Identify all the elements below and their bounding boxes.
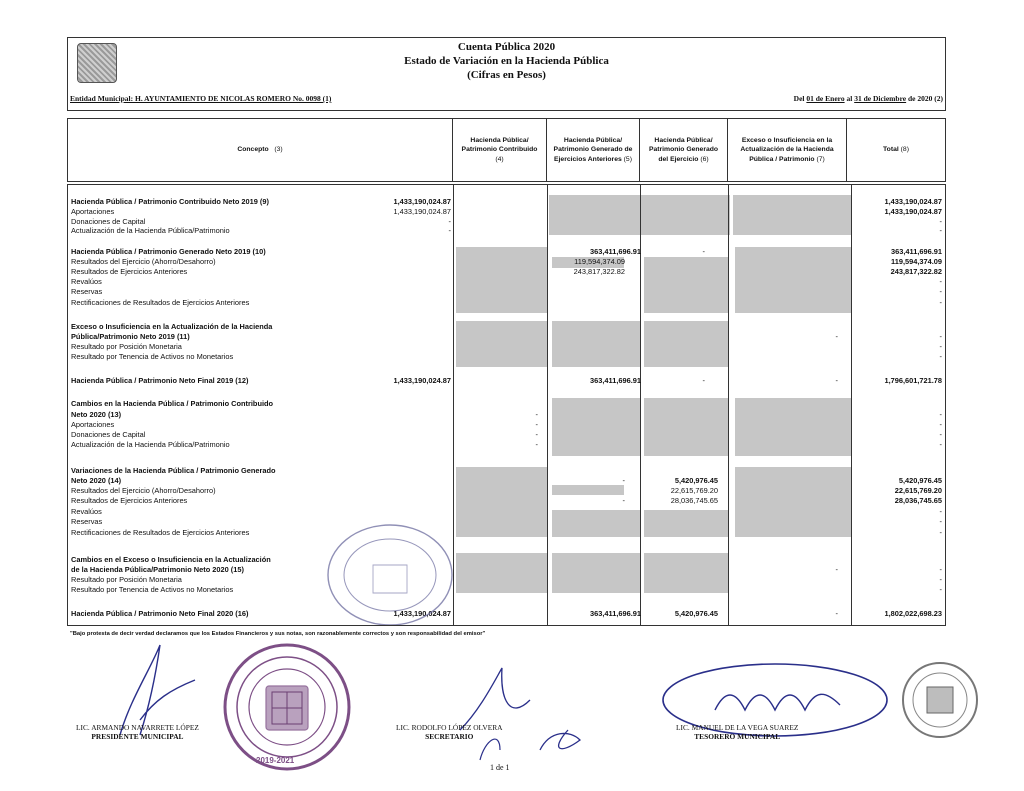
document-header	[67, 37, 946, 111]
header-generado-ejercicio: Hacienda Pública/ Patrimonio Generado del Ejercicio (6)	[640, 119, 728, 181]
header-exceso-insuficiencia: Exceso o Insuficiencia en la Actualización de la Hacienda Pública / Patrimonio (7)	[728, 119, 847, 181]
cell-total: -	[939, 420, 942, 429]
signer-1: LIC. ARMANDO NAVARRETE LÓPEZ PRESIDENTE MUNICIPAL	[76, 723, 199, 742]
cell-contribuido: 1,433,190,024.87	[393, 197, 451, 206]
cell-total: -	[939, 410, 942, 419]
row-label: Resultados de Ejercicios Anteriores	[71, 496, 188, 505]
cell-generado-ejercicio: 28,036,745.65	[670, 496, 718, 505]
cell-total: 28,036,745.65	[894, 496, 942, 505]
cell-total: -	[939, 332, 942, 341]
cell-total: 243,817,322.82	[890, 267, 942, 276]
cell-total: 363,411,696.91	[891, 247, 942, 256]
cell-contribuido: -	[535, 430, 538, 439]
row-label: Exceso o Insuficiencia en la Actualización de la Hacienda	[71, 322, 273, 331]
disclaimer-note: "Bajo protesta de decir verdad declaramos que los Estados Financieros y sus notas, son razonablemente correctos y son responsabilidad del emisor"	[70, 631, 486, 637]
cell-total: -	[939, 507, 942, 516]
cell-total: 5,420,976.45	[898, 476, 942, 485]
cell-generado-ejercicio: -	[702, 247, 705, 256]
header-concepto: Concepto (3)	[68, 119, 453, 181]
cell-generado-anteriores: 363,411,696.91	[590, 247, 641, 256]
row-label: Actualización de la Hacienda Pública/Patrimonio	[71, 226, 230, 235]
cell-total: -	[939, 287, 942, 296]
cell-generado-anteriores: -	[622, 476, 625, 485]
row-label: Reservas	[71, 517, 103, 526]
cell-generado-anteriores: 363,411,696.91	[590, 609, 641, 618]
cell-total: 1,802,022,698.23	[884, 609, 942, 618]
cell-generado-ejercicio: 22,615,769.20	[670, 486, 718, 495]
cell-total: -	[939, 352, 942, 361]
cell-total: -	[939, 575, 942, 584]
statement-table	[67, 184, 946, 626]
cell-total: -	[939, 226, 942, 235]
cell-generado-anteriores: 243,817,322.82	[573, 267, 625, 276]
row-label: Resultados de Ejercicios Anteriores	[71, 267, 188, 276]
cell-total: -	[939, 342, 942, 351]
row-label: Aportaciones	[71, 207, 115, 216]
cell-total: 1,796,601,721.78	[884, 376, 942, 385]
row-label: Resultados del Ejercicio (Ahorro/Desahorro)	[71, 257, 216, 266]
cell-total: -	[939, 565, 942, 574]
cell-total: -	[939, 217, 942, 226]
cell-total: -	[939, 440, 942, 449]
row-label: Resultado por Tenencia de Activos no Monetarios	[71, 585, 234, 594]
row-label: Revalúos	[71, 507, 102, 516]
cell-total: -	[939, 528, 942, 537]
seal-years: 2019-2021	[256, 756, 295, 765]
header-total: Total (8)	[883, 146, 909, 154]
row-label: Pública/Patrimonio Neto 2019 (11)	[71, 332, 190, 341]
row-label: Resultado por Tenencia de Activos no Monetarios	[71, 352, 234, 361]
cell-contribuido: -	[535, 420, 538, 429]
signer-2: LIC. RODOLFO LÓPEZ OLVERA SECRETARIO	[396, 723, 503, 742]
tesoreria-seal-icon	[900, 655, 980, 745]
row-label: Cambios en el Exceso o Insuficiencia en la Actualización	[71, 555, 271, 564]
row-label: Hacienda Pública / Patrimonio Neto Final 2019 (12)	[71, 376, 249, 385]
secretaria-seal-icon	[318, 515, 458, 625]
row-label: Hacienda Pública / Patrimonio Neto Final 2020 (16)	[71, 609, 249, 618]
row-label: Neto 2020 (13)	[71, 410, 122, 419]
cell-exceso: -	[835, 332, 838, 341]
cell-exceso: -	[835, 565, 838, 574]
row-label: Donaciones de Capital	[71, 217, 146, 226]
row-label: Rectificaciones de Resultados de Ejercicios Anteriores	[71, 298, 250, 307]
signature-scribble-icon	[440, 660, 600, 770]
cell-contribuido: 1,433,190,024.87	[393, 609, 451, 618]
cell-total: 22,615,769.20	[894, 486, 942, 495]
cell-generado-ejercicio: 5,420,976.45	[674, 476, 718, 485]
row-label: Resultado por Posición Monetaria	[71, 575, 182, 584]
cell-generado-ejercicio: -	[702, 376, 705, 385]
cell-generado-ejercicio: 5,420,976.45	[674, 609, 718, 618]
row-label: Rectificaciones de Resultados de Ejercicios Anteriores	[71, 528, 250, 537]
cell-contribuido: -	[448, 226, 451, 235]
report-title: Cuenta Pública 2020	[457, 41, 556, 53]
row-label: Resultado por Posición Monetaria	[71, 342, 182, 351]
row-label: Reservas	[71, 287, 103, 296]
report-units: (Cifras en Pesos)	[467, 69, 546, 81]
row-label: Variaciones de la Hacienda Pública / Patrimonio Generado	[71, 466, 276, 475]
cell-contribuido: 1,433,190,024.87	[393, 376, 451, 385]
cell-generado-anteriores: 119,594,374.09	[574, 257, 625, 266]
row-label: Neto 2020 (14)	[71, 476, 122, 485]
presidencia-seal-icon	[222, 640, 352, 774]
row-label: Donaciones de Capital	[71, 430, 146, 439]
report-period: Del 01 de Enero al 31 de Diciembre de 2020 (2)	[793, 94, 943, 103]
cell-total: 1,433,190,024.87	[884, 197, 942, 206]
cell-total: -	[939, 517, 942, 526]
row-label: Revalúos	[71, 277, 102, 286]
signer-3: LIC. MANUEL DE LA VEGA SUAREZ TESORERO MUNICIPAL	[676, 723, 799, 742]
cell-contribuido: -	[535, 410, 538, 419]
column-headers	[67, 118, 946, 182]
cell-total: -	[939, 430, 942, 439]
report-subtitle: Estado de Variación en la Hacienda Pública	[404, 55, 609, 67]
entity-name: Entidad Municipal: H. AYUNTAMIENTO DE NICOLAS ROMERO No. 0098 (1)	[70, 94, 332, 103]
row-label: Aportaciones	[71, 420, 115, 429]
cell-contribuido: 1,433,190,024.87	[393, 207, 451, 216]
cell-total: -	[939, 585, 942, 594]
row-label: Actualización de la Hacienda Pública/Patrimonio	[71, 440, 230, 449]
cell-total: -	[939, 277, 942, 286]
cell-total: 119,594,374.09	[891, 257, 942, 266]
row-label: Hacienda Pública / Patrimonio Contribuido Neto 2019 (9)	[71, 197, 269, 206]
cell-exceso: -	[835, 376, 838, 385]
row-label: Cambios en la Hacienda Pública / Patrimonio Contribuido	[71, 399, 274, 408]
page-number: 1 de 1	[490, 763, 510, 772]
cell-total: -	[939, 298, 942, 307]
row-label: Hacienda Pública / Patrimonio Generado Neto 2019 (10)	[71, 247, 266, 256]
cell-generado-anteriores: 363,411,696.91	[590, 376, 641, 385]
row-label: Resultados del Ejercicio (Ahorro/Desahorro)	[71, 486, 216, 495]
cell-exceso: -	[835, 609, 838, 618]
cell-contribuido: -	[535, 440, 538, 449]
row-label: de la Hacienda Pública/Patrimonio Neto 2020 (15)	[71, 565, 244, 574]
cell-total: 1,433,190,024.87	[884, 207, 942, 216]
header-generado-anteriores: Hacienda Pública/ Patrimonio Generado de Ejercicios Anteriores (5)	[547, 119, 640, 181]
cell-generado-anteriores: -	[622, 496, 625, 505]
header-contribuido: Hacienda Pública/ Patrimonio Contribuido (4)	[453, 119, 547, 181]
cell-contribuido: -	[448, 217, 451, 226]
